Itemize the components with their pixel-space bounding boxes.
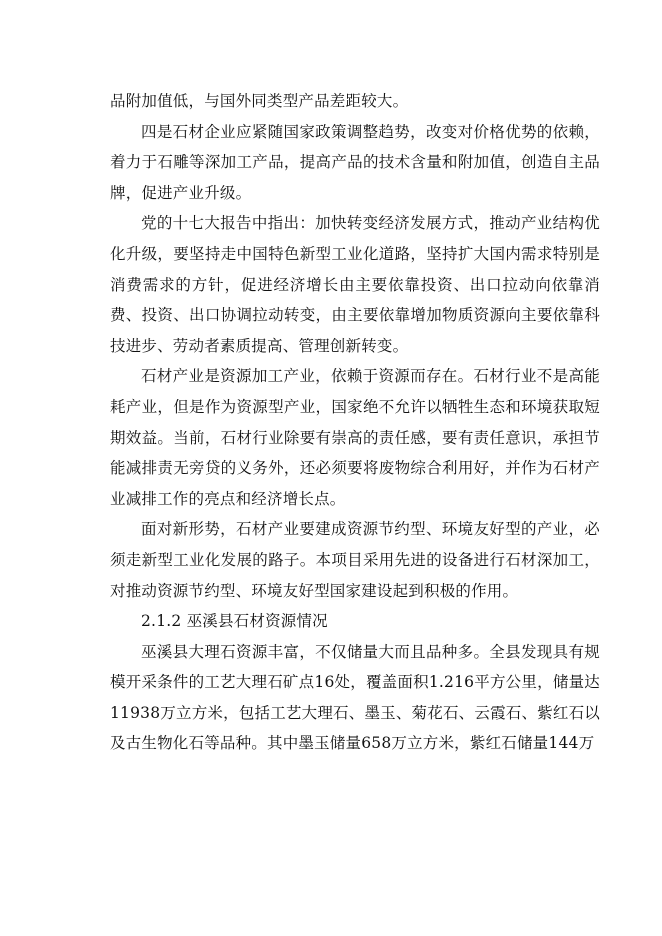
paragraph-marble-resources: 巫溪县大理石资源丰富，不仅储量大而且品种多。全县发现具有规模开采条件的工艺大理石矿点16处，覆盖面积1.216平方公里，储量达11938万立方米，包括工艺大理石、墨玉、菊花石、云霞石、紫红石以及古生物化石等品种。其中墨玉储量658万立方米，紫红石储量144万 bbox=[110, 642, 600, 753]
paragraph-new-situation: 面对新形势，石材产业要建成资源节约型、环境友好型的产业，必须走新型工业化发展的路子。本项目采用先进的设备进行石材深加工，对推动资源节约型、环境友好型国家建设起到积极的作用。 bbox=[110, 520, 600, 600]
section-heading: 2.1.2 巫溪县石材资源情况 bbox=[141, 612, 328, 631]
paragraph-policy-trend: 四是石材企业应紧随国家政策调整趋势，改变对价格优势的依赖，着力于石雕等深加工产品，提高产品的技术含量和附加值，创造自主品牌，促进产业升级。 bbox=[110, 122, 600, 202]
paragraph-resource-industry: 石材产业是资源加工产业，依赖于资源而存在。石材行业不是高能耗产业，但是作为资源型产业，国家绝不允许以牺牲生态和环境获取短期效益。当前，石材行业除要有崇高的责任感，要有责任意识，承担节能减排责无旁贷的义务外，还必须要将废物综合利用好，并作为石材产业减排工作的亮点和经济增长点。 bbox=[110, 367, 600, 508]
body-text bbox=[110, 86, 600, 759]
paragraph-congress-report: 党的十七大报告中指出：加快转变经济发展方式，推动产业结构优化升级，要坚持走中国特色新型工业化道路，坚持扩大国内需求特别是消费需求的方针，促进经济增长由主要依靠投资、出口拉动向依靠消费、投资、出口协调拉动转变，由主要依靠增加物质资源向主要依靠科技进步、劳动者素质提高、管理创新转变。 bbox=[110, 214, 600, 355]
paragraph-continuation: 品附加值低，与国外同类型产品差距较大。 bbox=[110, 92, 409, 110]
